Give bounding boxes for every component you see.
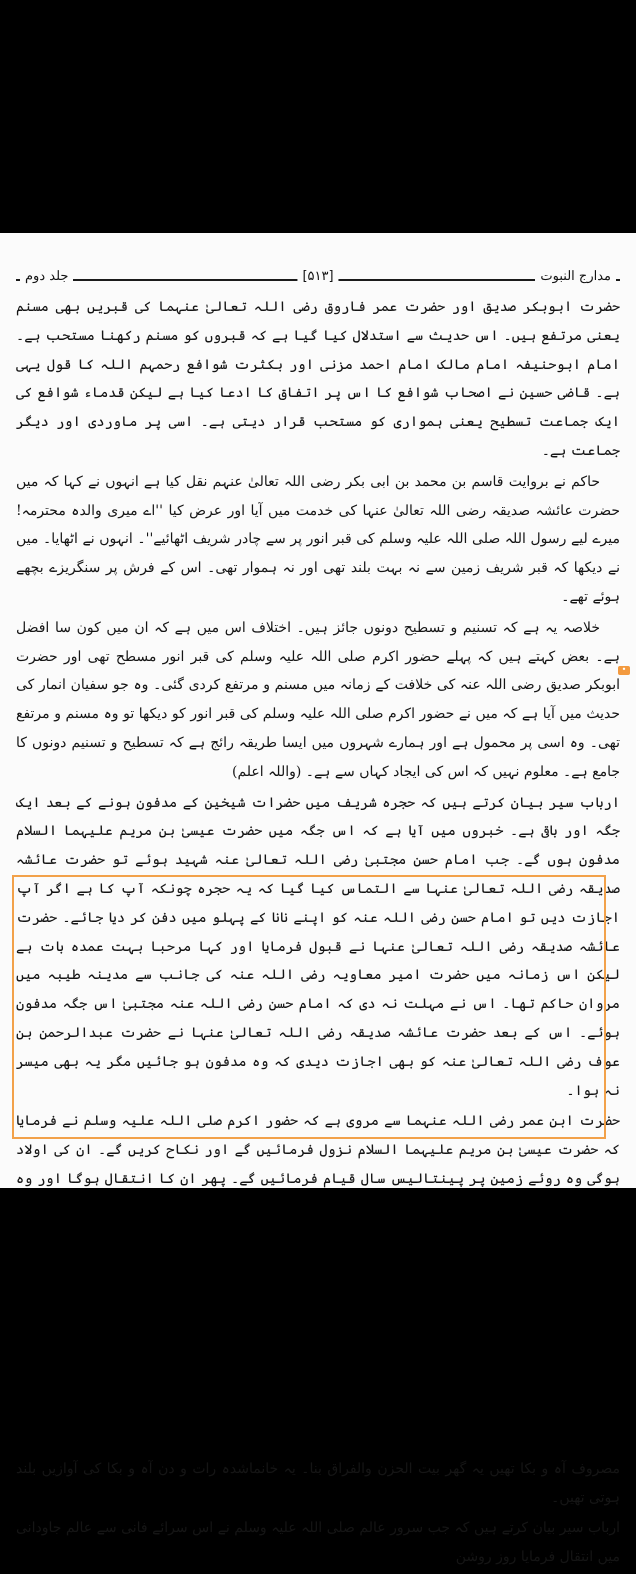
paragraph-1: حضرت ابوبکر صدیق اور حضرت عمر فاروق رضی اللہ تعالیٰ عنہما کی قبریں بھی مسنم یعنی مرتفع ہیں۔ اس حدیث سے استدلال کیا گیا ہے کہ قبروں کو مسنم رکھنا مستحب ہے۔ امام ابوحنیفہ امام مالک امام احمد مزنی اور بکثرت شوافع رحمہم اللہ کا قول یہی ہے۔ قاضی حسین نے اصحاب شوافع کا اس پر اتفاق کا ادعا کیا ہے لیکن قدماء شوافع کی ایک جماعت تسطیح یعنی ہمواری کو مستحب قرار دیتی ہے۔ اسی پر ماوردی اور دیگر جماعت ہے۔ xyxy=(16,299,620,459)
book-title: مدارج النبوت xyxy=(535,267,616,287)
volume-label: جلد دوم xyxy=(20,267,73,287)
page-number: [۵۱۳] xyxy=(297,267,338,287)
paragraph-5: حضرت ابن عمر رضی اللہ عنہما سے مروی ہے کہ حضور اکرم صلی اللہ علیہ وسلم نے فرمایا کہ حضرت عیسیٰ بن مریم علیہما السلام نزول فرمائیں گے اور نکاح کریں گے۔ ان کی اولاد ہوگی وہ روئے زمین پر پینتالیس سال قیام فرمائیں گے۔ پھر ان کا انتقال ہوگا اور وہ xyxy=(16,1113,620,1187)
page-header xyxy=(16,267,620,289)
paragraph-3: خلاصہ یہ ہے کہ تسنیم و تسطیح دونوں جائز ہیں۔ اختلاف اس میں ہے کہ ان میں کون سا افضل ہے۔ بعض کہتے ہیں کہ پہلے حضور اکرم صلی اللہ علیہ وسلم کی قبر انور مسطح تھی اور حضرت ابوبکر صدیق رضی اللہ عنہ کی خلافت کے زمانہ میں مسنم و مرتفع کردی گئی۔ وہ جو سفیان انمار کی حدیث میں آیا ہے کہ میں نے حضور اکرم صلی اللہ علیہ وسلم کی قبر انور کو دیکھا تو وہ مسنم و مرتفع تھی۔ وہ اسی پر محمول ہے اور ہمارے شہروں میں ایسا طریقہ رائج ہے کہ تسطیح و تسنیم دونوں کا جامع ہے۔ معلوم نہیں کہ اس کی ایجاد کہاں سے ہے۔ (واللہ اعلم) xyxy=(16,619,621,780)
bottom-black-space xyxy=(0,1188,636,1448)
paragraph-6: مصروف آہ و بکا تھیں یہ گھر بیت الحزن والفراق بنا۔ یہ خانماشدہ رات و دن آہ و بکا کی آوازیں بلند ہوتی تھیں۔ xyxy=(16,1460,620,1506)
paragraph-2: حاکم نے بروایت قاسم بن محمد بن ابی بکر رضی اللہ تعالیٰ عنہم نقل کیا ہے انہوں نے کہا کہ میں حضرت عائشہ صدیقہ رضی اللہ تعالیٰ عنہا کی خدمت میں آیا اور عرض کیا ''اے میری والدہ محترمہ! میرے لیے رسول اللہ صلی اللہ علیہ وسلم کی قبر انور پر سے چادر شریف اٹھائیے''۔ انہوں نے اٹھایا۔ میں نے دیکھا کہ قبر شریف زمین سے نہ بہت بلند تھی اور نہ ہموار تھی۔ اس کے فرش پر سنگریزے بچھے ہوئے تھے۔ xyxy=(16,473,621,605)
scanned-page xyxy=(0,233,636,1566)
paragraph-7: ارباب سیر بیان کرتے ہیں کہ جب سرور عالم صلی اللہ علیہ وسلم نے اس سرائے فانی سے عالم جاودانی میں انتقال فرمایا روز روشن xyxy=(16,1520,620,1566)
paragraph-4: ارباب سیر بیان کرتے ہیں کہ حجرہ شریف میں حضرات شیخین کے مدفون ہونے کے بعد ایک جگہ اور باقی ہے۔ خبروں میں آیا ہے کہ اس جگہ میں حضرت عیسیٰ بن مریم علیہما السلام مدفون ہوں گے۔ جب امام حسن مجتبیٰ رضی اللہ تعالیٰ عنہ شہید ہوئے تو حضرت عائشہ صدیقہ رضی اللہ تعالیٰ عنہا سے التماس کیا گیا کہ یہ حجرہ چونکہ آپ کا ہے اگر آپ اجازت دیں تو امام حسن رضی اللہ عنہ کو اپنے نانا کے پہلو میں دفن کر دیا جائے۔ حضرت عائشہ صدیقہ رضی اللہ تعالیٰ عنہا نے قبول فرمایا اور کہا مرحبا بہت عمدہ بات ہے لیکن اس زمانہ میں حضرت امیر معاویہ رضی اللہ عنہ کی جانب سے مدینہ طیبہ میں مروان حاکم تھا۔ اس نے مہلت نہ دی کہ امام حسن رضی اللہ عنہ مجتبیٰ اس جگہ مدفون ہوئے۔ اس کے بعد حضرت عائشہ صدیقہ رضی اللہ تعالیٰ عنہا نے حضرت عبدالرحمن بن عوف رضی اللہ تعالیٰ عنہ کو بھی اجازت دیدی کہ وہ مدفون ہو جائیں مگر یہ بھی میسر نہ ہوا۔ xyxy=(16,794,620,1099)
annotation-marker-icon[interactable]: • xyxy=(618,666,630,675)
